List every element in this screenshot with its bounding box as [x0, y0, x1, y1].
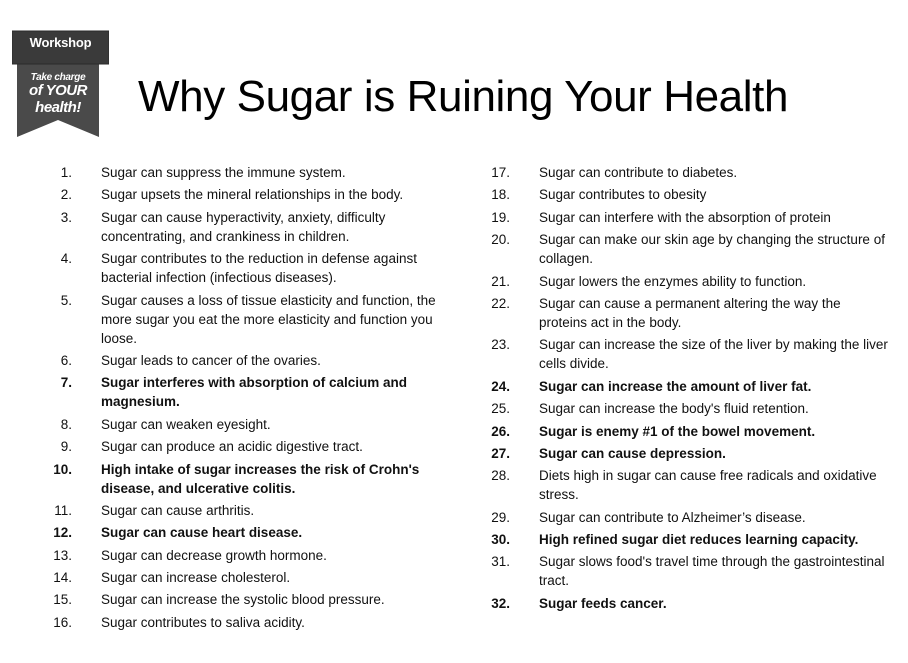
list-item-text: Sugar can contribute to diabetes. — [539, 165, 738, 180]
list-item — [40, 590, 440, 609]
list-item — [40, 523, 440, 542]
list-item-number: 12. — [53, 525, 72, 541]
list-item-text: Sugar can cause a permanent altering the way the proteins act in the body. — [539, 295, 841, 330]
list-item — [40, 208, 440, 246]
list-item — [40, 291, 440, 348]
list-item — [40, 249, 440, 287]
list-item — [40, 437, 440, 456]
list-item-number: 10. — [53, 461, 72, 477]
list-item-text: Sugar can increase the systolic blood pressure. — [101, 592, 385, 608]
list-item — [40, 415, 440, 434]
list-item-number: 11. — [54, 502, 72, 518]
list-item-number: 27. — [491, 445, 510, 461]
list-item — [478, 294, 888, 332]
list-item-text: Sugar lowers the enzymes ability to function. — [539, 273, 807, 289]
list-item-text: Sugar can weaken eyesight. — [101, 416, 271, 432]
logo-tagline-line3: health! — [35, 99, 81, 116]
list-item-number: 32. — [491, 595, 510, 611]
list-item-text: Sugar upsets the mineral relationships in the body. — [101, 187, 404, 203]
list-item-text: High intake of sugar increases the risk of Crohn's disease, and ulcerative colitis. — [101, 461, 420, 496]
list-item — [478, 335, 888, 373]
list-item-number: 28. — [491, 468, 510, 484]
list-item — [40, 460, 440, 498]
list-item-number: 13. — [53, 547, 72, 563]
list-item-text: Sugar leads to cancer of the ovaries. — [101, 352, 321, 368]
page-title: Why Sugar is Ruining Your Health — [138, 72, 789, 121]
list-item-text: Sugar can cause arthritis. — [101, 502, 255, 518]
list-item — [478, 594, 888, 613]
list-item — [478, 422, 888, 441]
list-item — [40, 373, 440, 411]
list-item-text: High refined sugar diet reduces learning capacity. — [539, 532, 859, 548]
list-item-number: 20. — [491, 232, 510, 248]
list-item — [478, 466, 888, 504]
list-item-number: 21. — [491, 273, 510, 289]
list-item-number: 18. — [491, 187, 510, 203]
list-item-number: 1. — [60, 165, 72, 180]
list-item-number: 25. — [491, 401, 510, 417]
list-item-text: Sugar can contribute to Alzheimer’s disease. — [539, 509, 806, 525]
list-item — [478, 185, 888, 204]
list-item-number: 16. — [53, 614, 72, 630]
list-item — [478, 530, 888, 549]
list-item — [40, 163, 440, 182]
list-item-number: 31. — [491, 554, 510, 570]
list-item-number: 4. — [60, 251, 72, 267]
list-item-number: 8. — [60, 416, 72, 432]
list-item-number: 7. — [60, 375, 72, 391]
list-item-text: Sugar can produce an acidic digestive tract. — [101, 439, 363, 455]
list-item-number: 30. — [491, 532, 510, 548]
list-item-text: Sugar can decrease growth hormone. — [101, 547, 327, 563]
list-item-text: Sugar can suppress the immune system. — [101, 165, 346, 180]
list-item-text: Sugar interferes with absorption of calcium and magnesium. — [101, 375, 408, 410]
list-item-number: 22. — [491, 295, 510, 311]
list-item-number: 6. — [60, 352, 72, 368]
list-item-text: Sugar contributes to obesity — [539, 187, 707, 203]
workshop-logo — [12, 22, 109, 139]
list-item-text: Sugar can increase the size of the liver by making the liver cells divide. — [539, 337, 888, 372]
list-item — [40, 613, 440, 632]
list-item-text: Sugar is enemy #1 of the bowel movement. — [539, 423, 816, 439]
list-item-number: 3. — [60, 209, 72, 225]
logo-tagline-line2: of YOUR — [29, 82, 87, 99]
list-item — [40, 568, 440, 587]
list-item-text: Sugar feeds cancer. — [539, 595, 667, 611]
list-item-text: Sugar can increase cholesterol. — [101, 570, 291, 586]
right-list — [478, 163, 888, 616]
list-item-text: Sugar slows food's travel time through the gastrointestinal tract. — [539, 554, 885, 589]
list-item — [40, 501, 440, 520]
list-item — [40, 546, 440, 565]
list-item-number: 19. — [491, 209, 510, 225]
list-item — [478, 399, 888, 418]
list-item-number: 26. — [491, 423, 510, 439]
list-item-number: 17. — [491, 165, 510, 180]
list-item — [40, 351, 440, 370]
list-item-text: Sugar contributes to the reduction in defense against bacterial infection (infectious diseases). — [101, 251, 417, 286]
list-item-text: Sugar can increase the amount of liver fat. — [539, 378, 812, 394]
list-item-number: 15. — [53, 592, 72, 608]
list-item-text: Sugar can increase the body's fluid retention. — [539, 401, 809, 417]
logo-workshop-label: Workshop — [29, 35, 92, 50]
list-item-text: Sugar can make our skin age by changing the structure of collagen. — [539, 232, 885, 267]
list-item — [478, 272, 888, 291]
list-item-text: Sugar causes a loss of tissue elasticity and function, the more sugar you eat the more elasticity and function you loose. — [101, 292, 436, 346]
list-item — [40, 185, 440, 204]
list-item — [478, 230, 888, 268]
list-item-number: 9. — [60, 439, 72, 455]
list-item-number: 14. — [53, 570, 72, 586]
logo-tagline-line1: Take charge — [30, 72, 86, 83]
list-item-text: Sugar can cause heart disease. — [101, 525, 303, 541]
list-item-text: Sugar contributes to saliva acidity. — [101, 614, 305, 630]
list-item-text: Diets high in sugar can cause free radicals and oxidative stress. — [539, 468, 877, 503]
list-item-number: 24. — [491, 378, 510, 394]
list-item — [478, 208, 888, 227]
left-list — [40, 163, 440, 635]
list-item-number: 29. — [491, 509, 510, 525]
list-item-text: Sugar can cause depression. — [539, 445, 726, 461]
list-item — [478, 508, 888, 527]
list-item-number: 5. — [60, 292, 72, 308]
list-item-text: Sugar can cause hyperactivity, anxiety, difficulty concentrating, and crankiness in children. — [101, 209, 386, 244]
list-item — [478, 444, 888, 463]
list-item — [478, 377, 888, 396]
list-item-number: 23. — [491, 337, 510, 353]
list-item — [478, 163, 888, 182]
list-item-number: 2. — [60, 187, 72, 203]
list-item — [478, 552, 888, 590]
list-item-text: Sugar can interfere with the absorption of protein — [539, 209, 831, 225]
